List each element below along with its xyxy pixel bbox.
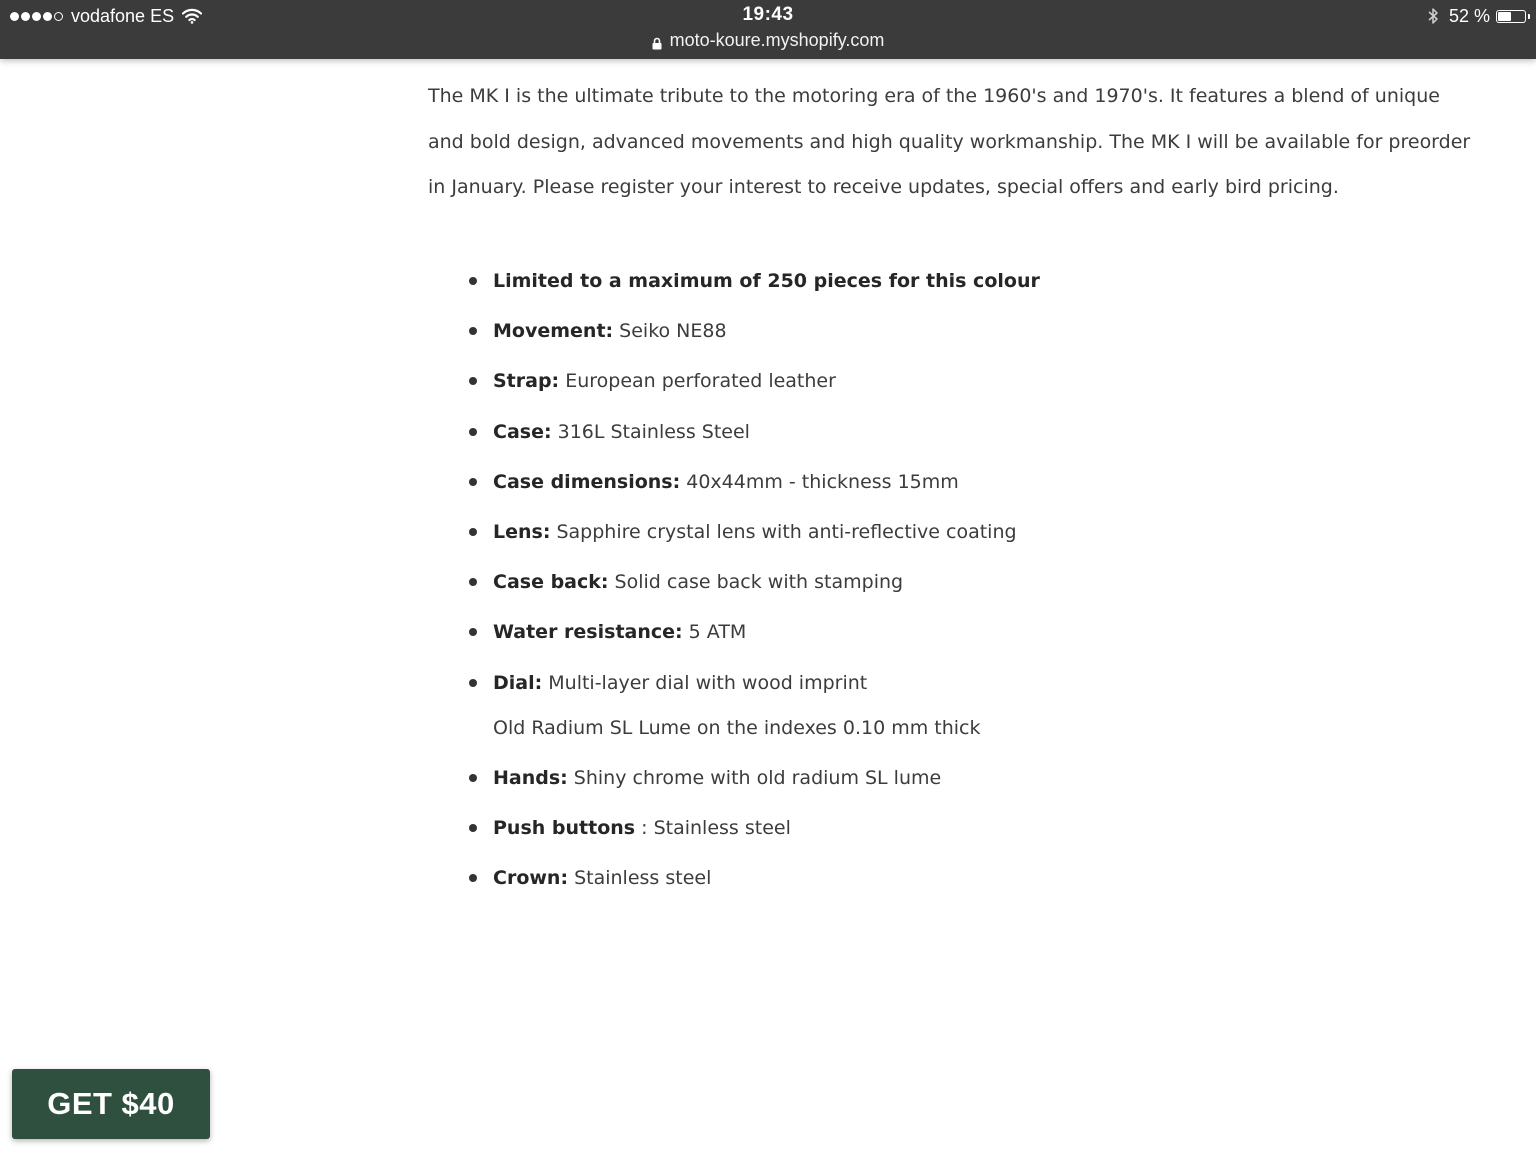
spec-item: [428, 309, 1428, 354]
spec-list: [428, 259, 1428, 906]
product-description: [428, 74, 1478, 890]
spec-item: [428, 661, 1428, 751]
bullet-icon: [469, 277, 477, 285]
spec-item: [428, 856, 1428, 901]
spec-label: Limited to a maximum of 250 pieces for this colour: [493, 270, 1040, 292]
spec-value: Solid case back with stamping: [608, 571, 904, 594]
spec-item: [428, 510, 1428, 555]
bullet-icon: [469, 377, 477, 385]
spec-label: Lens:: [493, 520, 551, 543]
spec-label: Movement:: [493, 320, 614, 343]
spec-value: Multi-layer dial with wood imprint: [542, 671, 868, 694]
bullet-icon: [469, 824, 477, 832]
bullet-icon: [469, 528, 477, 536]
status-right: [1427, 4, 1526, 28]
bullet-icon: [469, 628, 477, 636]
bullet-icon: [469, 428, 477, 436]
bullet-icon: [469, 478, 477, 486]
spec-label: Strap:: [493, 370, 560, 393]
spec-item: [428, 259, 1428, 304]
address-bar[interactable]: [0, 30, 1536, 51]
bluetooth-icon: [1427, 7, 1439, 25]
spec-item: [428, 756, 1428, 801]
spec-item: [428, 610, 1428, 655]
spec-value: Sapphire crystal lens with anti-reflective coating: [550, 520, 1017, 543]
battery-nub: [1528, 14, 1531, 19]
get-discount-button[interactable]: GET $40: [12, 1069, 210, 1139]
spec-value: European perforated leather: [559, 370, 836, 393]
spec-value: Stainless steel: [568, 867, 712, 890]
battery-percent: 52 %: [1448, 5, 1490, 26]
spec-label: Dial:: [493, 671, 543, 694]
spec-label: Hands:: [493, 766, 568, 789]
spec-value: 5 ATM: [682, 621, 747, 644]
bullet-icon: [469, 327, 477, 335]
status-bar: [0, 0, 1536, 59]
battery-icon: [1496, 10, 1526, 23]
spec-label: Case:: [493, 420, 552, 443]
spec-item: [428, 460, 1428, 505]
bullet-icon: [469, 774, 477, 782]
spec-label: Water resistance:: [493, 621, 683, 644]
spec-label: Case back:: [493, 571, 609, 594]
spec-item: [428, 410, 1428, 455]
spec-label: Push buttons: [493, 816, 636, 839]
spec-label: Crown:: [493, 867, 569, 890]
bullet-icon: [469, 578, 477, 586]
spec-value: 40x44mm - thickness 15mm: [680, 470, 959, 493]
spec-item: [428, 359, 1428, 404]
spec-item: [428, 806, 1428, 851]
spec-label: Case dimensions:: [493, 470, 681, 493]
spec-value: Seiko NE88: [613, 320, 727, 343]
bullet-icon: [469, 874, 477, 882]
spec-value: : Stainless steel: [635, 816, 791, 839]
bullet-icon: [469, 679, 477, 687]
lock-icon: [652, 34, 662, 47]
intro-paragraph: The MK I is the ultimate tribute to the motoring era of the 1960's and 1970's. It features a blend of unique and bold design, advanced movements and high quality workmanship. The MK I will be available for preorder in January. Please register your interest to receive updates, special offers and early bird pricing.: [428, 85, 1471, 198]
battery-level: [1498, 12, 1511, 21]
clock: 19:43: [742, 4, 794, 25]
spec-item: [428, 560, 1428, 605]
spec-value: Shiny chrome with old radium SL lume: [567, 766, 942, 789]
url-text: moto-koure.myshopify.com: [669, 30, 885, 50]
spec-value: 316L Stainless Steel: [551, 420, 750, 443]
spec-extra-line: Old Radium SL Lume on the indexes 0.10 mm thick: [493, 716, 981, 739]
carrier-name: vodafone ES: [71, 5, 175, 26]
